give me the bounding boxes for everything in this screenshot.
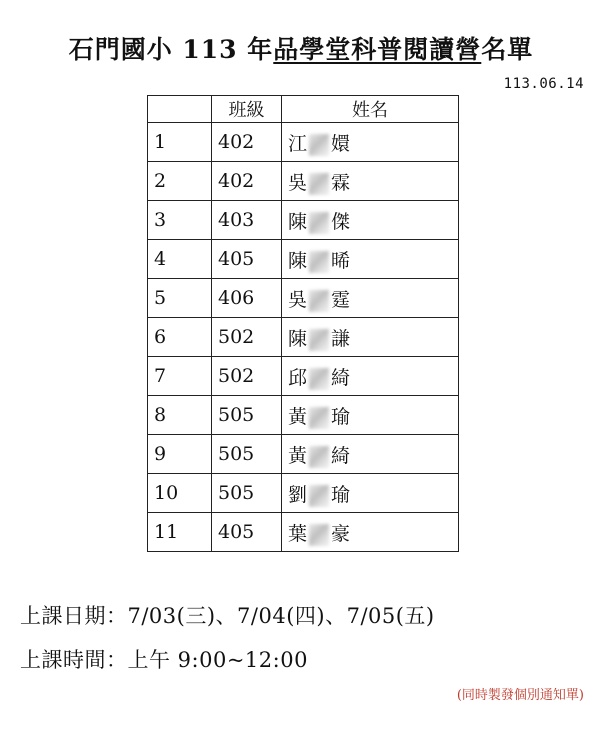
title-prefix: 石門國小 113 年 bbox=[68, 35, 274, 64]
table-row bbox=[148, 162, 459, 201]
title-suffix: 名單 bbox=[481, 35, 534, 64]
cell-name bbox=[282, 162, 459, 201]
cell-name bbox=[282, 357, 459, 396]
cell-class: 405 bbox=[212, 513, 282, 552]
table-row bbox=[148, 396, 459, 435]
redacted-character bbox=[309, 134, 329, 156]
redacted-character bbox=[309, 329, 329, 351]
table-row bbox=[148, 123, 459, 162]
name-given: 傑 bbox=[331, 210, 351, 233]
cell-name bbox=[282, 474, 459, 513]
redacted-character bbox=[309, 368, 329, 390]
cell-number: 2 bbox=[148, 162, 212, 201]
table-row bbox=[148, 357, 459, 396]
cell-number: 9 bbox=[148, 435, 212, 474]
name-surname: 吳 bbox=[288, 171, 308, 194]
header-name: 姓名 bbox=[282, 96, 459, 123]
cell-name bbox=[282, 201, 459, 240]
page-title bbox=[0, 30, 602, 66]
name-given: 綺 bbox=[331, 444, 351, 467]
name-surname: 陳 bbox=[288, 210, 308, 233]
name-given: 霖 bbox=[331, 171, 351, 194]
name-surname: 劉 bbox=[288, 483, 308, 506]
cell-number: 7 bbox=[148, 357, 212, 396]
cell-class: 505 bbox=[212, 396, 282, 435]
name-surname: 江 bbox=[288, 132, 308, 155]
redacted-character bbox=[309, 407, 329, 429]
cell-class: 402 bbox=[212, 123, 282, 162]
header-class: 班級 bbox=[212, 96, 282, 123]
table-row bbox=[148, 318, 459, 357]
name-given: 霆 bbox=[331, 288, 351, 311]
name-surname: 黃 bbox=[288, 444, 308, 467]
cell-number: 5 bbox=[148, 279, 212, 318]
name-surname: 陳 bbox=[288, 327, 308, 350]
cell-name bbox=[282, 240, 459, 279]
name-surname: 邱 bbox=[288, 366, 308, 389]
name-given: 謙 bbox=[331, 327, 351, 350]
table-row bbox=[148, 513, 459, 552]
cell-class: 402 bbox=[212, 162, 282, 201]
cell-class: 502 bbox=[212, 318, 282, 357]
table-row bbox=[148, 201, 459, 240]
name-given: 晞 bbox=[331, 249, 351, 272]
class-dates: 上課日期：7/03(三)、7/04(四)、7/05(五) bbox=[20, 604, 435, 628]
document-date: 113.06.14 bbox=[503, 76, 584, 92]
cell-class: 405 bbox=[212, 240, 282, 279]
cell-number: 3 bbox=[148, 201, 212, 240]
name-given: 瑜 bbox=[331, 483, 351, 506]
name-surname: 吳 bbox=[288, 288, 308, 311]
cell-class: 502 bbox=[212, 357, 282, 396]
roster-table bbox=[147, 95, 459, 552]
redacted-character bbox=[309, 173, 329, 195]
cell-class: 505 bbox=[212, 474, 282, 513]
table-row bbox=[148, 240, 459, 279]
cell-number: 1 bbox=[148, 123, 212, 162]
cell-name bbox=[282, 513, 459, 552]
name-surname: 葉 bbox=[288, 522, 308, 545]
cell-name bbox=[282, 435, 459, 474]
name-given: 瑜 bbox=[331, 405, 351, 428]
class-times: 上課時間：上午 9:00~12:00 bbox=[20, 648, 308, 672]
redacted-character bbox=[309, 251, 329, 273]
cell-number: 11 bbox=[148, 513, 212, 552]
redacted-character bbox=[309, 524, 329, 546]
cell-number: 6 bbox=[148, 318, 212, 357]
redacted-character bbox=[309, 446, 329, 468]
name-surname: 黃 bbox=[288, 405, 308, 428]
notice-note: (同時製發個別通知單) bbox=[456, 688, 584, 703]
cell-name bbox=[282, 279, 459, 318]
name-given: 豪 bbox=[331, 522, 351, 545]
redacted-character bbox=[309, 485, 329, 507]
cell-number: 10 bbox=[148, 474, 212, 513]
cell-number: 8 bbox=[148, 396, 212, 435]
name-surname: 陳 bbox=[288, 249, 308, 272]
redacted-character bbox=[309, 212, 329, 234]
table-row bbox=[148, 279, 459, 318]
table-row bbox=[148, 474, 459, 513]
table-row bbox=[148, 435, 459, 474]
name-given: 綺 bbox=[331, 366, 351, 389]
name-given: 嬛 bbox=[331, 132, 351, 155]
table-header-row bbox=[148, 96, 459, 123]
cell-class: 505 bbox=[212, 435, 282, 474]
title-program-name: 品學堂科普閱讀營 bbox=[273, 35, 482, 64]
cell-class: 406 bbox=[212, 279, 282, 318]
cell-number: 4 bbox=[148, 240, 212, 279]
cell-name bbox=[282, 318, 459, 357]
header-number bbox=[148, 96, 212, 123]
cell-name bbox=[282, 123, 459, 162]
roster-body bbox=[148, 123, 459, 552]
cell-name bbox=[282, 396, 459, 435]
cell-class: 403 bbox=[212, 201, 282, 240]
redacted-character bbox=[309, 290, 329, 312]
